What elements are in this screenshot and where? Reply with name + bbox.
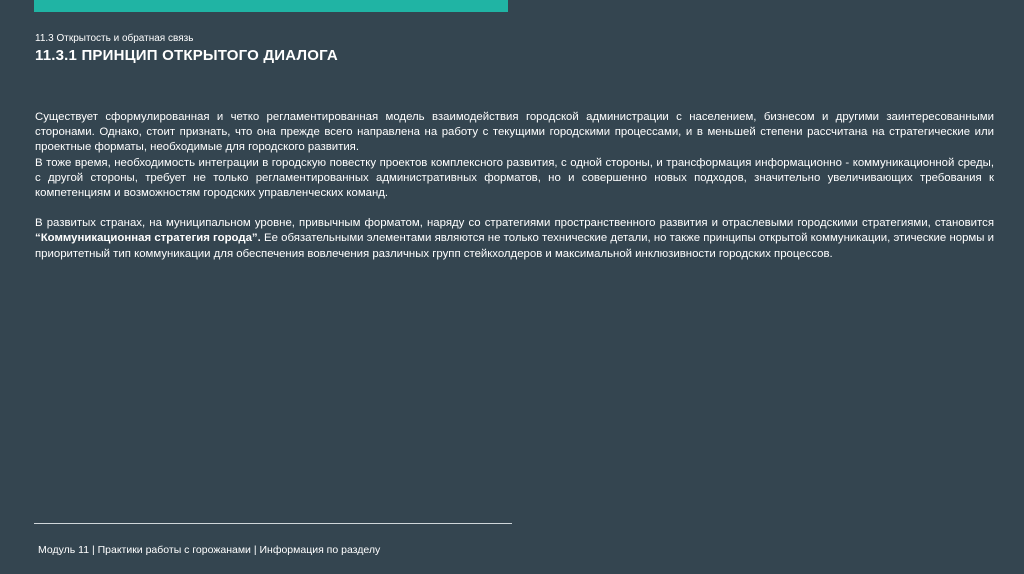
- body-text: [35, 110, 994, 262]
- paragraph-spacer: [35, 201, 994, 216]
- paragraph-2: В тоже время, необходимость интеграции в городскую повестку проектов комплексного развития, с одной стороны, и трансформация информационно - коммуникационной среды, с другой стороны, требует не только регламентированных административных форматов, но и совершенно новых подходов, значительно увеличивающих требования к компетенциям и возможностям городских управленческих команд.: [35, 156, 994, 200]
- paragraph-1: Существует сформулированная и четко регламентированная модель взаимодействия городской администрации с населением, бизнесом и другими заинтересованными сторонами. Однако, стоит признать, что она прежде всего направлена на работу с текущими городскими процессами, и в меньшей степени рассчитана на стратегические или проектные форматы, необходимые для городского развития.: [35, 111, 994, 154]
- section-label: 11.3 Открытость и обратная связь: [35, 33, 194, 44]
- communication-strategy-emphasis: “Коммуникационная стратегия города”.: [35, 232, 261, 245]
- paragraph-3-text-start: В развитых странах, на муниципальном уровне, привычным форматом, наряду со стратегиями пространственного развития и отраслевыми городскими стратегиями, становится: [35, 217, 994, 230]
- page-title: 11.3.1 ПРИНЦИП ОТКРЫТОГО ДИАЛОГА: [35, 47, 338, 64]
- header-accent-bar: [34, 0, 508, 12]
- footer-divider: [34, 523, 512, 524]
- paragraph-3: [35, 216, 994, 262]
- paragraph-3-text-end: Ее обязательными элементами являются не только технические детали, но также принципы открытой коммуникации, этические нормы и приоритетный тип коммуникации для обеспечения вовлечения различных групп стейкхолдеров и максимальной инклюзивности городских процессов.: [35, 232, 994, 260]
- footer-text: Модуль 11 | Практики работы с горожанами | Информация по разделу: [38, 544, 381, 556]
